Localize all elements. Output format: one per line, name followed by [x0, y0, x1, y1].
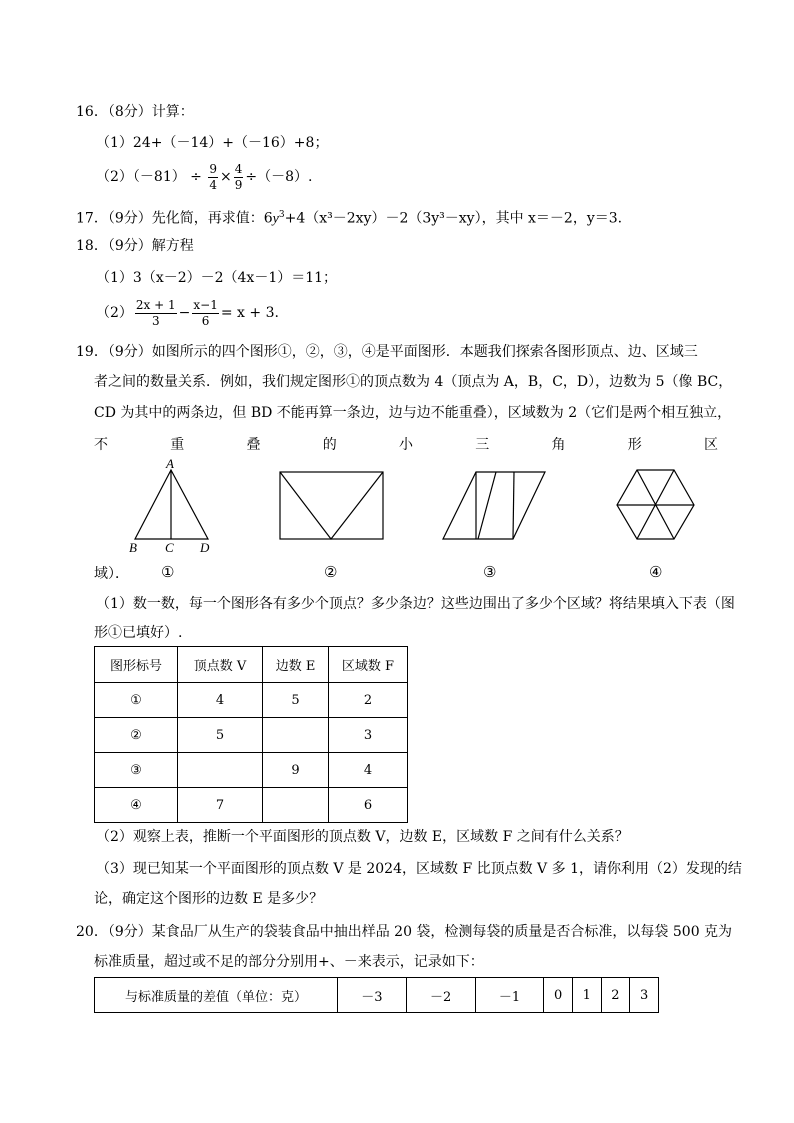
table-row [95, 978, 659, 1013]
q19-line5: 域）． [94, 566, 129, 582]
table-header: 顶点数 V [178, 647, 263, 683]
figure-1-triangle [135, 470, 208, 539]
q19-line1: 19．（9分）如图所示的四个图形①，②，③，④是平面图形．本题我们探索各图形顶点、边、区域三 [76, 344, 698, 360]
table-cell: ③ [95, 753, 178, 788]
figure-label-1: ① [161, 563, 175, 581]
q19-table [94, 646, 408, 823]
q16-part2: （2）（－81） ÷ $\frac{9}{4}$ × $\frac{4}{9}$ ÷（－8）. [96, 161, 313, 192]
figure-2-rectangle [280, 472, 383, 539]
table-row [95, 788, 408, 823]
table-cell: 3 [329, 718, 408, 753]
q19-sub3-b: 论，确定这个图形的边数 E 是多少？ [94, 891, 324, 907]
q16-frac2: $\frac{4}{9}$ [234, 161, 243, 192]
q18-part2: （2） $\frac{2x + 1}{3}$ − $\frac{x-1}{6}$ = x + 3. [96, 297, 279, 328]
q19-sub1-b: 形①已填好）. [94, 625, 183, 641]
table-cell: 9 [263, 753, 329, 788]
table-header-row [95, 647, 408, 683]
q20-line2: 标准质量，超过或不足的部分分别用+、－来表示，记录如下： [94, 954, 484, 970]
table-header: 图形标号 [95, 647, 178, 683]
q20-table [94, 977, 659, 1013]
vertex-label-d: D [200, 540, 210, 555]
q19-sub1-a: （1）数一数，每一个图形各有多少个顶点？多少条边？这些边围出了多少个区域？将结果填入下表（图 [96, 596, 735, 612]
q18-frac2: $\frac{x-1}{6}$ [193, 297, 218, 328]
table-cell: 7 [178, 788, 263, 823]
figure-3-parallelogram [443, 472, 545, 539]
table-cell: 1 [572, 978, 601, 1013]
table-row [95, 683, 408, 718]
q20-line1: 20．（9分）某食品厂从生产的袋装食品中抽出样品 20 袋，检测每袋的质量是否合标准，以每袋 500 克为 [76, 924, 733, 940]
table-cell: 4 [178, 683, 263, 718]
table-cell: ② [95, 718, 178, 753]
table-row [95, 718, 408, 753]
table-cell: ④ [95, 788, 178, 823]
q18-part1: （1）3（x－2）－2（4x－1）＝11； [96, 270, 338, 286]
table-cell: 0 [544, 978, 573, 1013]
table-header: 与标准质量的差值（单位：克） [95, 978, 338, 1013]
table-cell [263, 718, 329, 753]
table-cell: －1 [475, 978, 544, 1013]
table-cell: －3 [338, 978, 407, 1013]
q19-sub3-a: （3）现已知某一个平面图形的顶点数 V 是 2024，区域数 F 比顶点数 V 多 1，请你利用（2）发现的结 [96, 861, 742, 877]
figure-label-4: ④ [649, 563, 663, 581]
table-row [95, 753, 408, 788]
figure-label-2: ② [324, 563, 338, 581]
q19-line3: CD 为其中的两条边，但 BD 不能再算一条边，边与边不能重叠），区域数为 2（它们是两个相互独立， [94, 405, 732, 421]
table-cell: －2 [406, 978, 475, 1013]
vertex-label-b: B [129, 540, 137, 555]
table-cell: 4 [329, 753, 408, 788]
q16-title: 16．（8分）计算： [76, 104, 194, 120]
q19-line2: 者之间的数量关系．例如，我们规定图形①的顶点数为 4（顶点为 A，B，C，D），边数为 5（像 BC， [94, 374, 733, 390]
table-header: 区域数 F [329, 647, 408, 683]
q17-text: 17．（9分）先化简，再求值：$6y^3+4(x^3-2xy)-2(3y^3-xy)$，其中 x＝－2，y＝3. [76, 210, 623, 227]
table-cell: 5 [263, 683, 329, 718]
table-cell: 5 [178, 718, 263, 753]
q18-title: 18．（9分）解方程 [76, 238, 194, 254]
q16-frac1: $\frac{9}{4}$ [209, 161, 217, 192]
vertex-label-c: C [165, 540, 174, 555]
table-cell [178, 753, 263, 788]
q18-frac1: $\frac{2x + 1}{3}$ [135, 297, 176, 328]
table-cell: 2 [329, 683, 408, 718]
q19-sub2: （2）观察上表，推断一个平面图形的顶点数 V，边数 E，区域数 F 之间有什么关系？ [96, 829, 629, 845]
table-cell [263, 788, 329, 823]
table-cell: 6 [329, 788, 408, 823]
vertex-label-a: A [166, 456, 174, 471]
q16-part1: （1）24+（－14）+（－16）+8； [96, 135, 329, 151]
table-header: 边数 E [263, 647, 329, 683]
table-cell: ① [95, 683, 178, 718]
figure-label-3: ③ [483, 563, 497, 581]
q19-line4-spread: 不 重 叠 的 小 三 角 形 区 [94, 437, 718, 453]
figure-4-hexagon [617, 470, 694, 539]
table-cell: 2 [601, 978, 630, 1013]
table-cell: 3 [630, 978, 659, 1013]
